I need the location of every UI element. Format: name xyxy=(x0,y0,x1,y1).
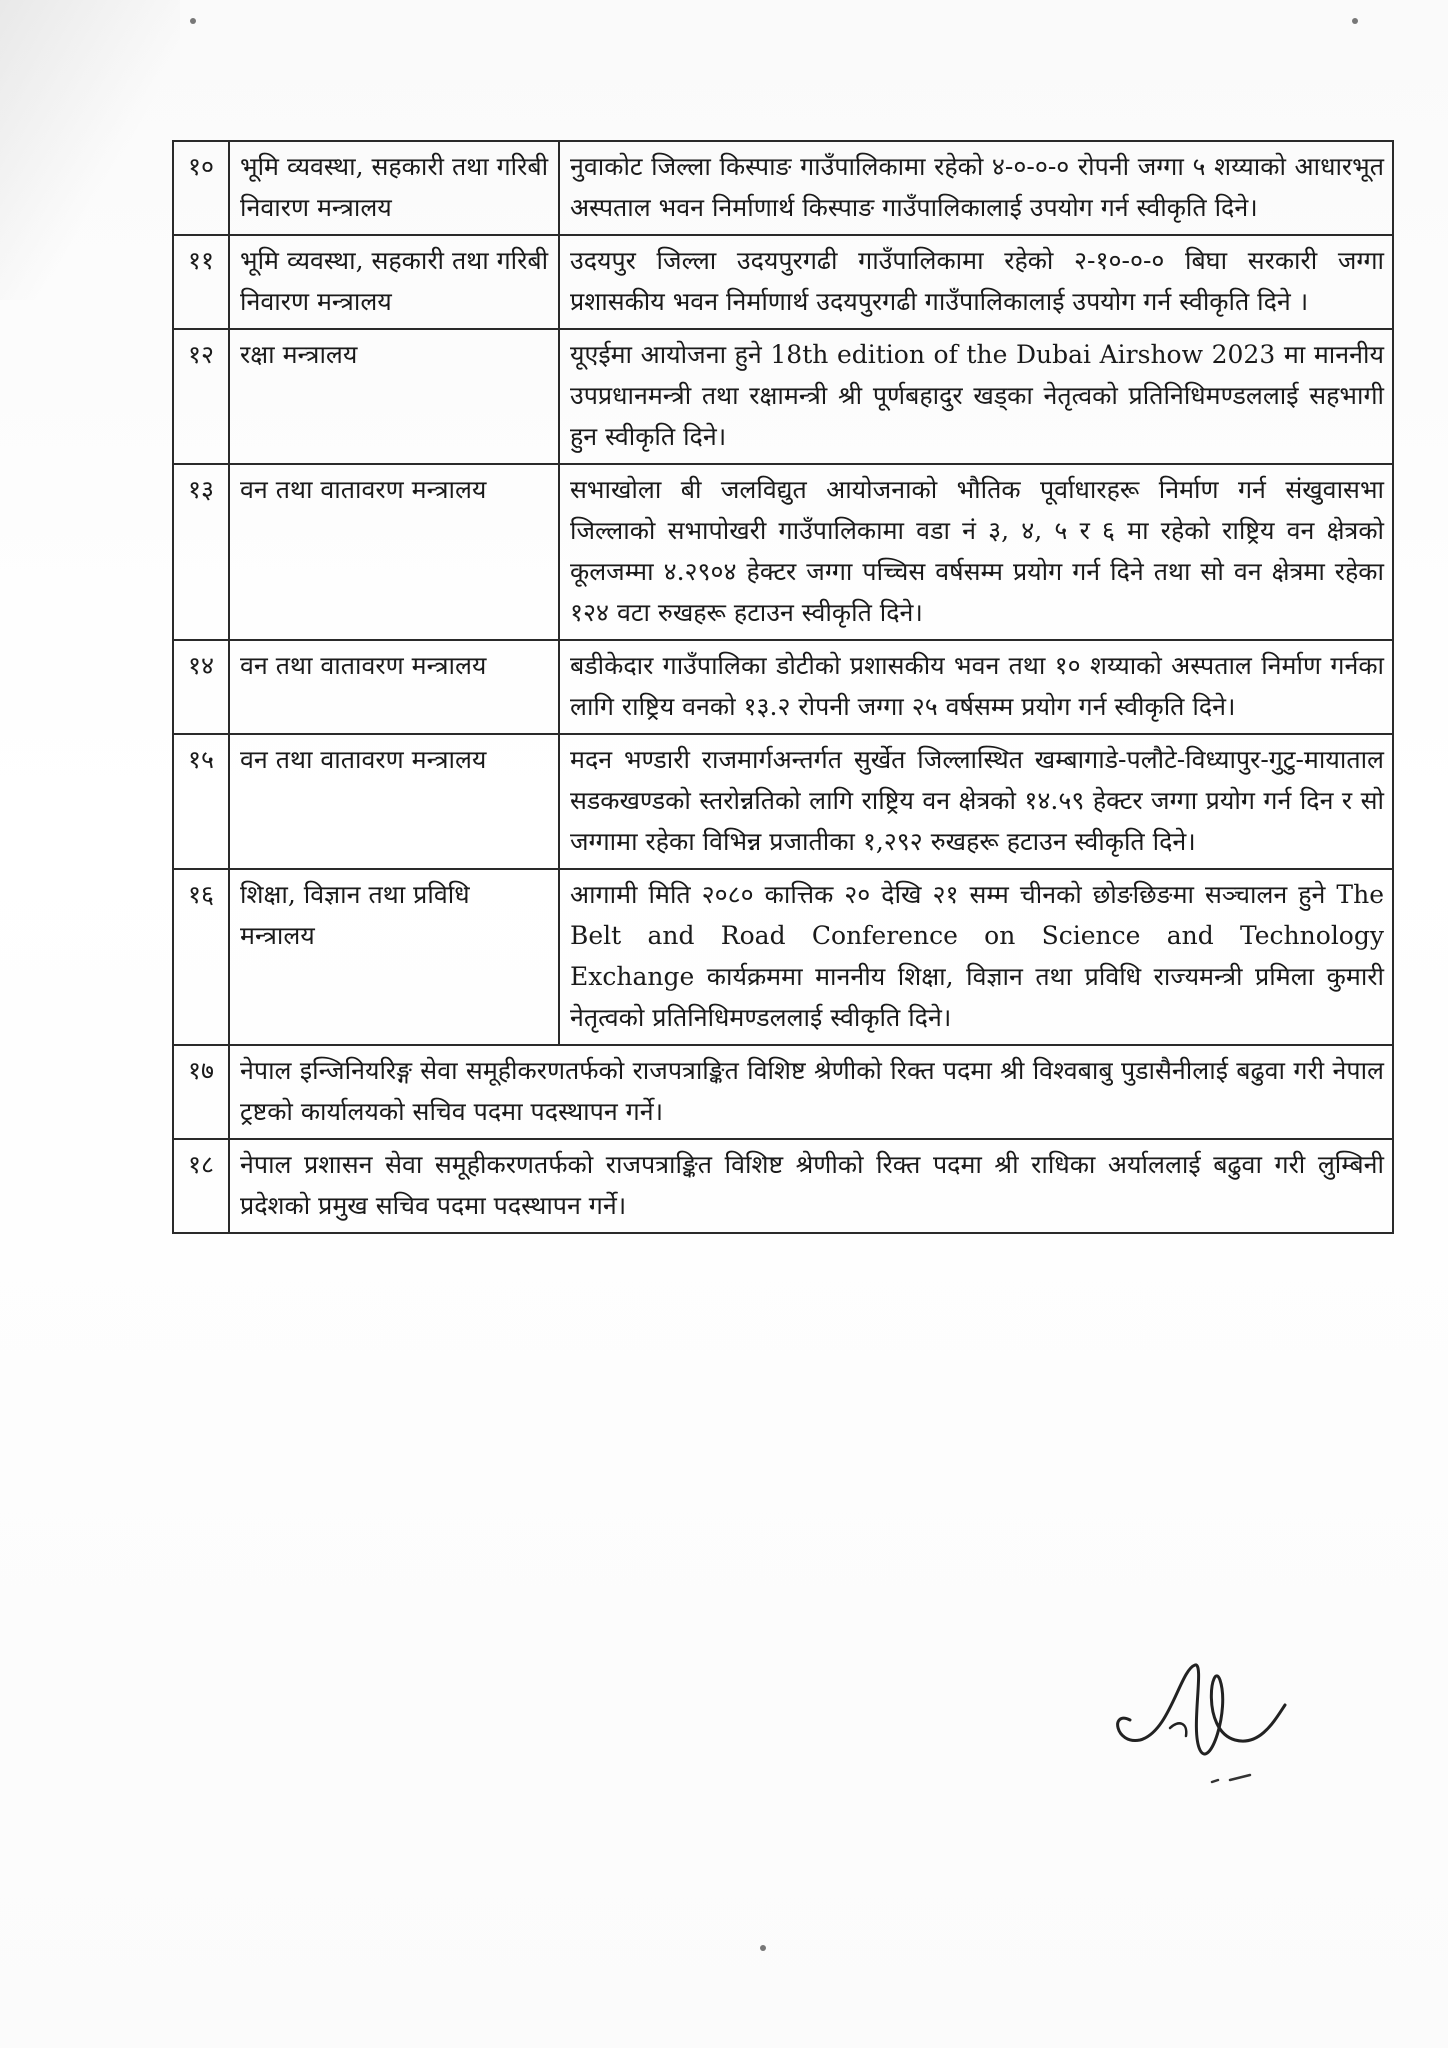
table-row xyxy=(173,1139,1393,1233)
decision-cell: नेपाल इन्जिनियरिङ्ग सेवा समूहीकरणतर्फको राजपत्राङ्कित विशिष्ट श्रेणीको रिक्त पदमा श्री विश्वबाबु पुडासैनीलाई बढुवा गरी नेपाल ट्रष्टको कार्यालयको सचिव पदमा पदस्थापन गर्ने। xyxy=(229,1045,1393,1139)
ministry-cell: शिक्षा, विज्ञान तथा प्रविधि मन्त्रालय xyxy=(229,869,559,1045)
table-row xyxy=(173,235,1393,329)
scan-speck xyxy=(190,18,196,24)
decision-cell: नेपाल प्रशासन सेवा समूहीकरणतर्फको राजपत्राङ्कित विशिष्ट श्रेणीको रिक्त पदमा श्री राधिका अर्याललाई बढुवा गरी लुम्बिनी प्रदेशको प्रमुख सचिव पदमा पदस्थापन गर्ने। xyxy=(229,1139,1393,1233)
ministry-cell: भूमि व्यवस्था, सहकारी तथा गरिबी निवारण मन्त्रालय xyxy=(229,141,559,235)
row-number: १४ xyxy=(173,640,229,734)
table-row xyxy=(173,1045,1393,1139)
ministry-cell: रक्षा मन्त्रालय xyxy=(229,329,559,464)
ministry-cell: वन तथा वातावरण मन्त्रालय xyxy=(229,464,559,640)
table-row xyxy=(173,141,1393,235)
decision-cell: बडीकेदार गाउँपालिका डोटीको प्रशासकीय भवन तथा १० शय्याको अस्पताल निर्माण गर्नका लागि राष्ट्रिय वनको १३.२ रोपनी जग्गा २५ वर्षसम्म प्रयोग गर्न स्वीकृति दिने। xyxy=(559,640,1393,734)
cabinet-decisions-table xyxy=(172,140,1394,1234)
row-number: १३ xyxy=(173,464,229,640)
decision-cell: आगामी मिति २०८० कात्तिक २० देखि २१ सम्म चीनको छोङछिङमा सञ्चालन हुने The Belt and Road Conference on Science and Technology Exchange कार्यक्रममा माननीय शिक्षा, विज्ञान तथा प्रविधि राज्यमन्त्री प्रमिला कुमारी नेतृत्वको प्रतिनिधिमण्डललाई स्वीकृति दिने। xyxy=(559,869,1393,1045)
ministry-cell: वन तथा वातावरण मन्त्रालय xyxy=(229,640,559,734)
scan-speck xyxy=(760,1945,766,1951)
row-number: ११ xyxy=(173,235,229,329)
table-row xyxy=(173,329,1393,464)
row-number: १२ xyxy=(173,329,229,464)
row-number: १७ xyxy=(173,1045,229,1139)
row-number: १६ xyxy=(173,869,229,1045)
table-row xyxy=(173,640,1393,734)
table-row xyxy=(173,734,1393,869)
page-fold-shadow xyxy=(0,0,180,300)
signature-mark xyxy=(1100,1610,1290,1810)
ministry-cell: वन तथा वातावरण मन्त्रालय xyxy=(229,734,559,869)
decision-cell: नुवाकोट जिल्ला किस्पाङ गाउँपालिकामा रहेको ४-०-०-० रोपनी जग्गा ५ शय्याको आधारभूत अस्पताल भवन निर्माणार्थ किस्पाङ गाउँपालिकालाई उपयोग गर्न स्वीकृति दिने। xyxy=(559,141,1393,235)
table-row xyxy=(173,869,1393,1045)
scan-speck xyxy=(1352,18,1358,24)
ministry-cell: भूमि व्यवस्था, सहकारी तथा गरिबी निवारण मन्त्रालय xyxy=(229,235,559,329)
table-row xyxy=(173,464,1393,640)
decision-cell: यूएईमा आयोजना हुने 18th edition of the Dubai Airshow 2023 मा माननीय उपप्रधानमन्त्री तथा रक्षामन्त्री श्री पूर्णबहादुर खड्का नेतृत्वको प्रतिनिधिमण्डललाई सहभागी हुन स्वीकृति दिने। xyxy=(559,329,1393,464)
row-number: १८ xyxy=(173,1139,229,1233)
row-number: १० xyxy=(173,141,229,235)
decision-cell: मदन भण्डारी राजमार्गअन्तर्गत सुर्खेत जिल्लास्थित खम्बागाडे-पलौटे-विध्यापुर-गुटु-मायाताल सडकखण्डको स्तरोन्नतिको लागि राष्ट्रिय वन क्षेत्रको १४.५९ हेक्टर जग्गा प्रयोग गर्न दिन र सो जग्गामा रहेका विभिन्न प्रजातीका १,२९२ रुखहरू हटाउन स्वीकृति दिने। xyxy=(559,734,1393,869)
decision-cell: सभाखोला बी जलविद्युत आयोजनाको भौतिक पूर्वाधारहरू निर्माण गर्न संखुवासभा जिल्लाको सभापोखरी गाउँपालिकामा वडा नं ३, ४, ५ र ६ मा रहेको राष्ट्रिय वन क्षेत्रको कूलजम्मा ४.२९०४ हेक्टर जग्गा पच्चिस वर्षसम्म प्रयोग गर्न दिने तथा सो वन क्षेत्रमा रहेका १२४ वटा रुखहरू हटाउन स्वीकृति दिने। xyxy=(559,464,1393,640)
decision-cell: उदयपुर जिल्ला उदयपुरगढी गाउँपालिकामा रहेको २-१०-०-० बिघा सरकारी जग्गा प्रशासकीय भवन निर्माणार्थ उदयपुरगढी गाउँपालिकालाई उपयोग गर्न स्वीकृति दिने । xyxy=(559,235,1393,329)
row-number: १५ xyxy=(173,734,229,869)
